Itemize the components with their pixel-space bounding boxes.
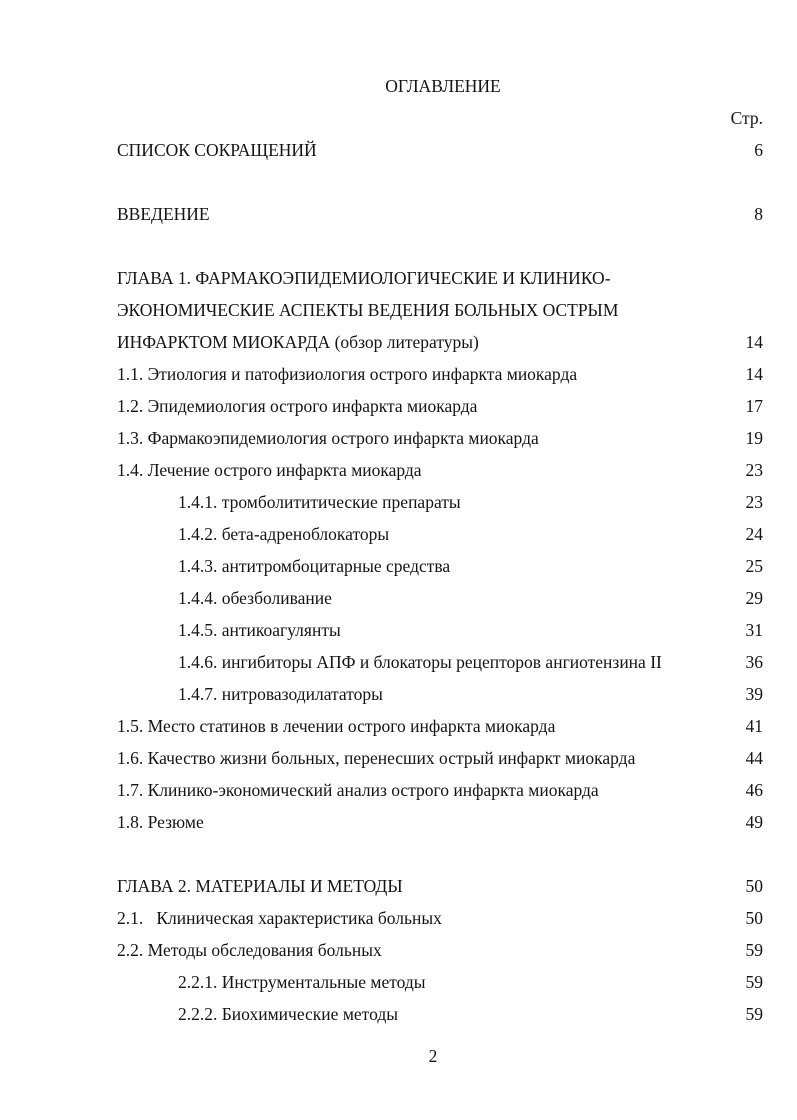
toc-entry-page: 25 xyxy=(745,556,763,576)
toc-entry-text: 2.1. Клиническая характеристика больных xyxy=(117,908,442,928)
toc-entry-text: 2.2. Методы обследования больных xyxy=(117,940,382,960)
toc-entry-text: ИНФАРКТОМ МИОКАРДА (обзор литературы) xyxy=(117,332,479,352)
toc-entry-text: 1.4.3. антитромбоцитарные средства xyxy=(178,556,451,576)
toc-entry-page: 36 xyxy=(745,652,763,672)
toc-entry-text: ВВЕДЕНИЕ xyxy=(117,204,210,224)
toc-entry-text: 1.4.4. обезболивание xyxy=(178,588,332,608)
toc-entry-text: 1.5. Место статинов в лечении острого инфаркта миокарда xyxy=(117,716,556,736)
toc-entry-text: 1.4.5. антикоагулянты xyxy=(178,620,341,640)
toc-entry-text: 1.7. Клинико-экономический анализ острого инфаркта миокарда xyxy=(117,780,599,800)
toc-entry-page: 50 xyxy=(745,876,763,896)
toc-entry-page: 59 xyxy=(745,972,763,992)
toc-entry-page: 46 xyxy=(745,780,763,800)
toc-entry-text: 1.1. Этиология и патофизиология острого инфаркта миокарда xyxy=(117,364,578,384)
toc-entry-text: 1.4.6. ингибиторы АПФ и блокаторы рецепторов ангиотензина II xyxy=(178,652,662,672)
toc-entry-page: 14 xyxy=(745,364,763,384)
toc-entry-page: 17 xyxy=(745,396,763,416)
toc-entry-page: 39 xyxy=(745,684,763,704)
toc-entry-text: 1.4.7. нитровазодилататоры xyxy=(178,684,383,704)
toc-entry-text: 1.4.1. тромболититические препараты xyxy=(178,492,461,512)
toc-entry-page: 6 xyxy=(754,140,763,160)
page-number: 2 xyxy=(428,1046,438,1066)
toc-entry-page: 50 xyxy=(745,908,763,928)
toc-entry-page: 24 xyxy=(745,524,763,544)
toc-entry-page: 29 xyxy=(745,588,763,608)
toc-entry-page: 41 xyxy=(745,716,763,736)
toc-entry-page: 44 xyxy=(745,748,763,768)
toc-entry-text: 1.6. Качество жизни больных, перенесших острый инфаркт миокарда xyxy=(117,748,636,768)
toc-entry-page: 23 xyxy=(745,492,763,512)
toc-entry-text: 1.8. Резюме xyxy=(117,812,204,832)
toc-entry-text: 1.4. Лечение острого инфаркта миокарда xyxy=(117,460,422,480)
page-column-label: Стр. xyxy=(730,108,763,128)
toc-entry-text: СПИСОК СОКРАЩЕНИЙ xyxy=(117,140,317,160)
toc-entry-text: 1.3. Фармакоэпидемиология острого инфаркта миокарда xyxy=(117,428,539,448)
toc-entry-page: 49 xyxy=(745,812,763,832)
toc-entry-page: 59 xyxy=(745,940,763,960)
toc-entry-text: 1.4.2. бета-адреноблокаторы xyxy=(178,524,390,544)
toc-title: ОГЛАВЛЕНИЕ xyxy=(385,76,501,96)
toc-entry-text: ГЛАВА 1. ФАРМАКОЭПИДЕМИОЛОГИЧЕСКИЕ И КЛИНИКО- xyxy=(117,268,611,288)
toc-entry-page: 14 xyxy=(745,332,763,352)
toc-entry-page: 8 xyxy=(754,204,763,224)
toc-entry-text: ГЛАВА 2. МАТЕРИАЛЫ И МЕТОДЫ xyxy=(117,876,403,896)
toc-entry-text: 2.2.1. Инструментальные методы xyxy=(178,972,426,992)
toc-entry-text: 1.2. Эпидемиология острого инфаркта миокарда xyxy=(117,396,478,416)
toc-entry-page: 23 xyxy=(745,460,763,480)
toc-entry-page: 31 xyxy=(745,620,763,640)
toc-entry-page: 19 xyxy=(745,428,763,448)
toc-entry-text: ЭКОНОМИЧЕСКИЕ АСПЕКТЫ ВЕДЕНИЯ БОЛЬНЫХ ОСТРЫМ xyxy=(117,300,619,320)
toc-entry-page: 59 xyxy=(745,1004,763,1024)
toc-entry-text: 2.2.2. Биохимические методы xyxy=(178,1004,398,1024)
